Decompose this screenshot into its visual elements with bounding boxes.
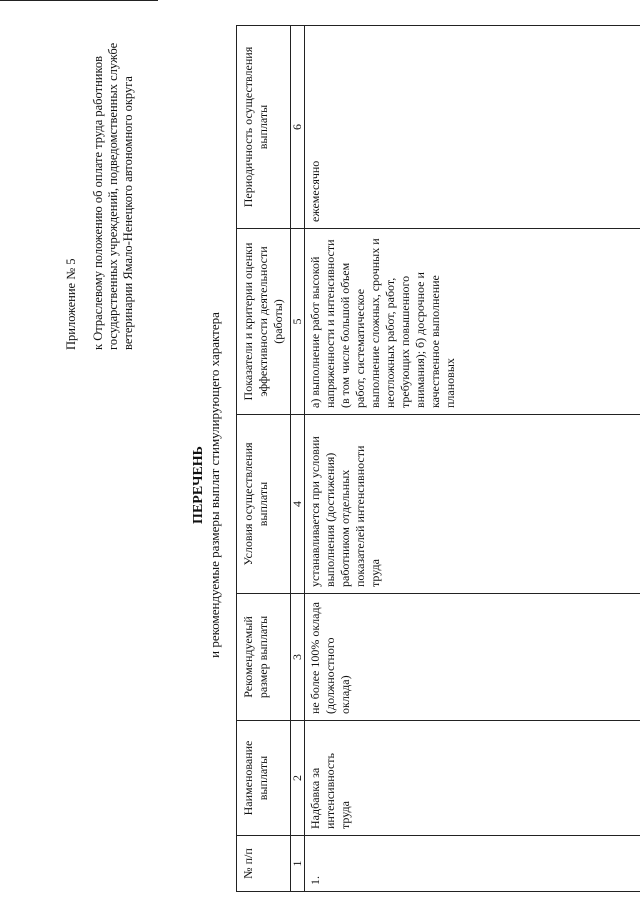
column-number: 2 — [291, 721, 305, 836]
column-number: 6 — [291, 26, 305, 229]
header-cell-no: № п/п — [237, 836, 291, 892]
document-heading — [190, 175, 223, 795]
cell-payment-criteria: а) выполнение работ высокой напряженности и интенсивности (в том числе большой объем работ, систематическое выполнение сложных, срочных и неотложных работ, работ, требующих повышенного внимания); б) досрочное и качественное выполнение плановых — [305, 229, 640, 415]
column-number: 4 — [291, 415, 305, 594]
cell-payment-amount: не более 100% оклада (должностного оклада) — [305, 594, 640, 721]
cell-payment-name: Надбавка за интенсивность труда — [305, 721, 640, 836]
column-number-row — [291, 26, 305, 892]
payments-table — [236, 25, 640, 892]
table-row — [305, 26, 640, 892]
appendix-number: Приложение № 5 — [64, 258, 78, 350]
cell-payment-period: ежемесячно — [305, 26, 640, 229]
column-number: 1 — [291, 836, 305, 892]
cell-row-number: 1. — [305, 836, 640, 892]
header-cell-amount: Рекомендуемый размер выплаты — [237, 594, 291, 721]
document-subtitle: и рекомендуемые размеры выплат стимулирующего характера — [207, 312, 222, 658]
column-number: 3 — [291, 594, 305, 721]
header-cell-criteria: Показатели и критерии оценки эффективности деятельности (работы) — [237, 229, 291, 415]
appendix-text: к Отраслевому положению об оплате труда работников государственных учреждений, подведомственных службе ветеринарии Ямало-Ненецкого автономного округа — [91, 42, 135, 350]
header-cell-name: Наименование выплаты — [237, 721, 291, 836]
cell-payment-conditions: устанавливается при условии выполнения (достижения) работником отдельных показателей интенсивности труда — [305, 415, 640, 594]
header-cell-conditions: Условия осуществления выплаты — [237, 415, 291, 594]
table-header-row — [237, 26, 291, 892]
column-number: 5 — [291, 229, 305, 415]
header-cell-period: Периодичность осуществления выплаты — [237, 26, 291, 229]
document-title: ПЕРЕЧЕНЬ — [191, 446, 206, 524]
appendix-block — [64, 10, 136, 350]
